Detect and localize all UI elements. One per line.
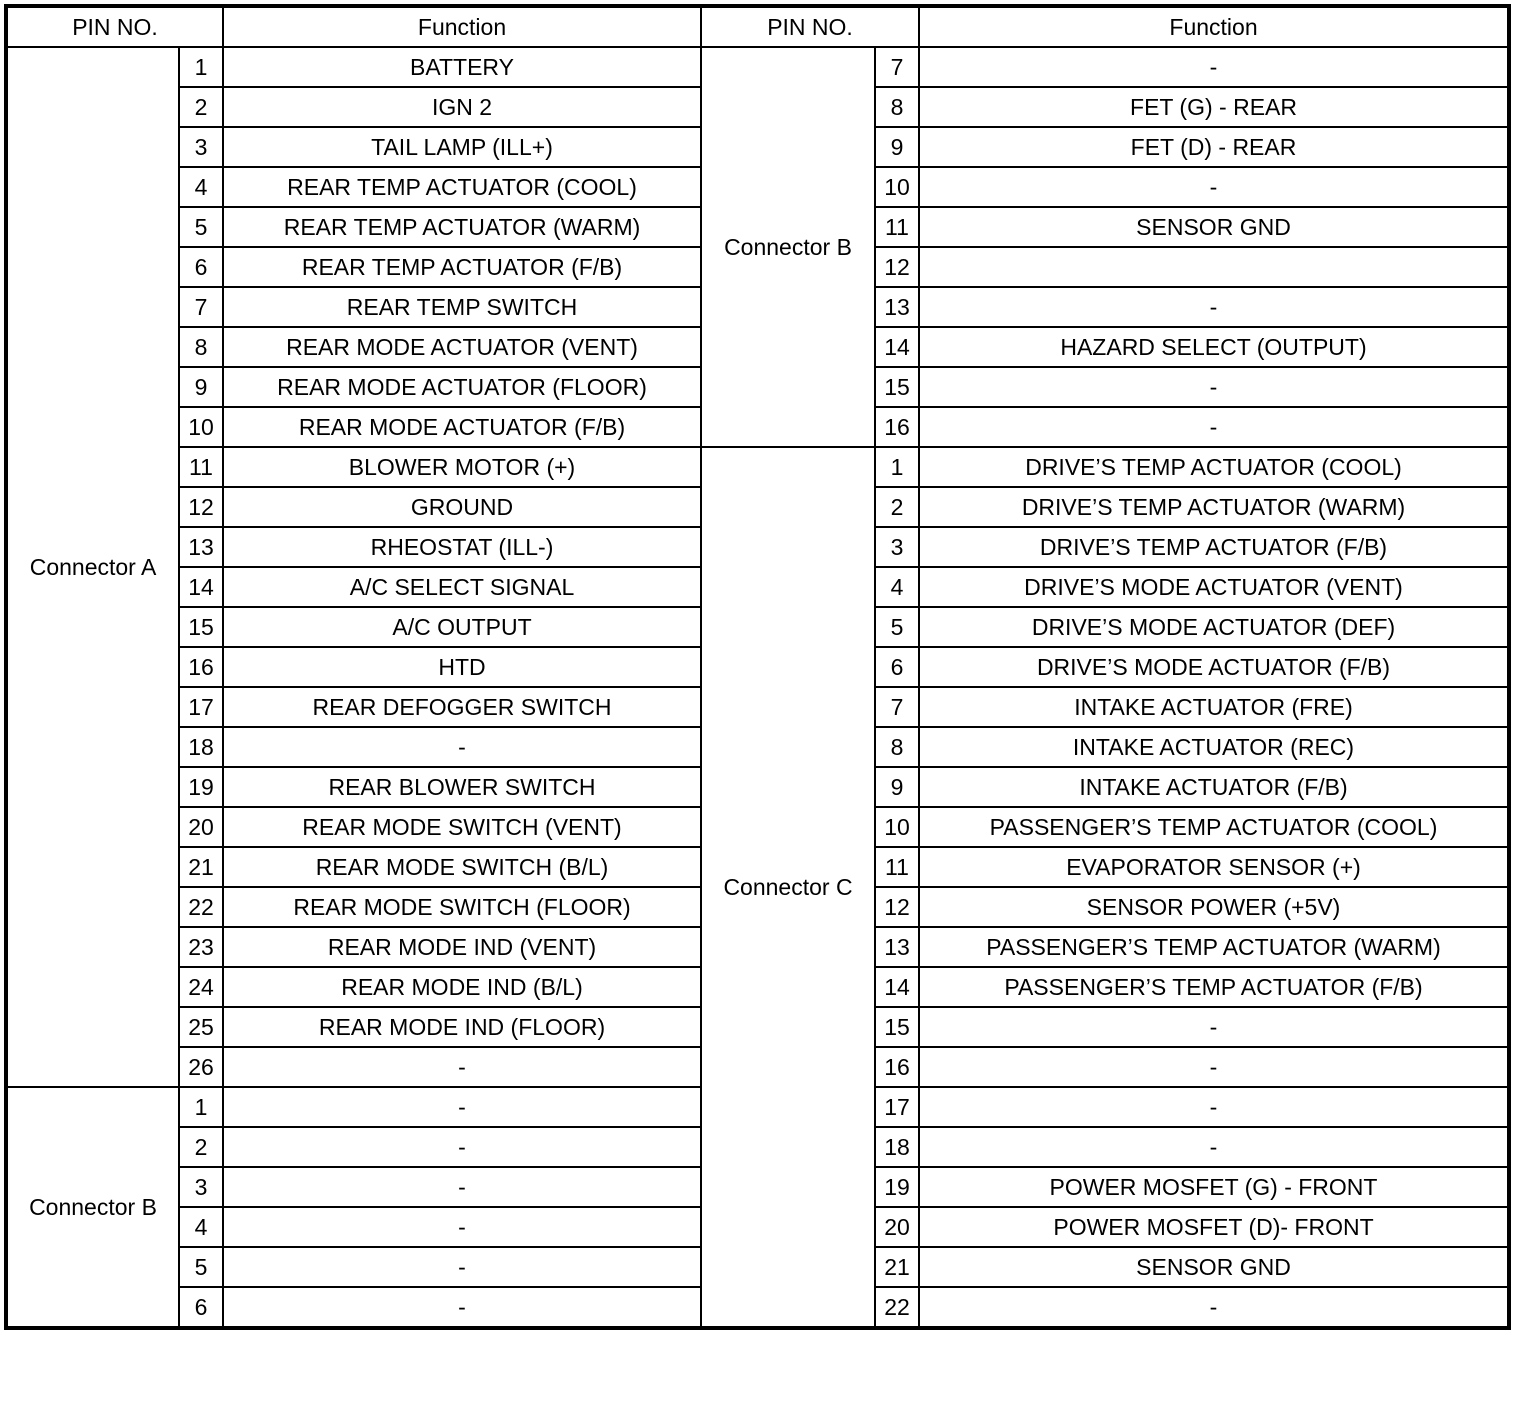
pin-function-left: BATTERY [223, 47, 701, 87]
pin-number-left: 14 [179, 567, 223, 607]
pin-number-right: 4 [875, 567, 919, 607]
pin-number-left: 16 [179, 647, 223, 687]
pin-function-right: - [919, 367, 1508, 407]
pin-function-left: BLOWER MOTOR (+) [223, 447, 701, 487]
pin-number-left: 18 [179, 727, 223, 767]
pin-function-right: PASSENGER’S TEMP ACTUATOR (WARM) [919, 927, 1508, 967]
pin-number-right: 8 [875, 727, 919, 767]
pin-function-left: A/C SELECT SIGNAL [223, 567, 701, 607]
pin-function-left: REAR MODE IND (FLOOR) [223, 1007, 701, 1047]
pin-number-right: 12 [875, 247, 919, 287]
pin-number-left: 6 [179, 247, 223, 287]
pin-function-right: - [919, 1287, 1508, 1327]
pin-number-right: 20 [875, 1207, 919, 1247]
pin-function-right: SENSOR POWER (+5V) [919, 887, 1508, 927]
pin-number-left: 5 [179, 1247, 223, 1287]
pin-number-right: 18 [875, 1127, 919, 1167]
pin-function-right: DRIVE’S TEMP ACTUATOR (F/B) [919, 527, 1508, 567]
pin-function-right: - [919, 47, 1508, 87]
pin-function-right [919, 247, 1508, 287]
pin-number-left: 4 [179, 1207, 223, 1247]
pin-number-left: 1 [179, 1087, 223, 1127]
pin-number-left: 2 [179, 87, 223, 127]
connector-label-right: Connector C [701, 447, 875, 1327]
pin-number-left: 1 [179, 47, 223, 87]
pin-number-right: 11 [875, 847, 919, 887]
pin-function-left: REAR TEMP SWITCH [223, 287, 701, 327]
pin-function-left: REAR MODE SWITCH (FLOOR) [223, 887, 701, 927]
pin-function-right: DRIVE’S TEMP ACTUATOR (WARM) [919, 487, 1508, 527]
pin-number-right: 8 [875, 87, 919, 127]
pin-function-right: DRIVE’S TEMP ACTUATOR (COOL) [919, 447, 1508, 487]
pin-number-left: 6 [179, 1287, 223, 1327]
pin-function-right: DRIVE’S MODE ACTUATOR (F/B) [919, 647, 1508, 687]
pin-number-right: 3 [875, 527, 919, 567]
pin-number-right: 10 [875, 807, 919, 847]
pin-number-right: 15 [875, 367, 919, 407]
pin-number-left: 17 [179, 687, 223, 727]
pin-number-left: 4 [179, 167, 223, 207]
pin-number-left: 2 [179, 1127, 223, 1167]
pin-number-right: 9 [875, 767, 919, 807]
connector-label-right: Connector B [701, 47, 875, 447]
pin-number-left: 21 [179, 847, 223, 887]
pin-function-right: INTAKE ACTUATOR (FRE) [919, 687, 1508, 727]
pin-function-left: REAR BLOWER SWITCH [223, 767, 701, 807]
pin-number-left: 23 [179, 927, 223, 967]
pin-number-right: 5 [875, 607, 919, 647]
header-function-right: Function [919, 7, 1508, 47]
pin-function-right: - [919, 407, 1508, 447]
pin-function-right: INTAKE ACTUATOR (F/B) [919, 767, 1508, 807]
header-pin-no-right: PIN NO. [701, 7, 919, 47]
pin-function-left: - [223, 1247, 701, 1287]
pin-function-left: REAR DEFOGGER SWITCH [223, 687, 701, 727]
pin-function-right: SENSOR GND [919, 1247, 1508, 1287]
pin-number-left: 13 [179, 527, 223, 567]
pin-function-right: POWER MOSFET (D)- FRONT [919, 1207, 1508, 1247]
pin-number-right: 12 [875, 887, 919, 927]
pin-number-right: 19 [875, 1167, 919, 1207]
pin-number-right: 7 [875, 687, 919, 727]
pin-number-right: 6 [875, 647, 919, 687]
pin-function-right: DRIVE’S MODE ACTUATOR (VENT) [919, 567, 1508, 607]
pin-function-right: SENSOR GND [919, 207, 1508, 247]
pin-number-right: 13 [875, 927, 919, 967]
pin-number-right: 10 [875, 167, 919, 207]
pin-number-left: 5 [179, 207, 223, 247]
pin-number-left: 20 [179, 807, 223, 847]
pin-number-left: 11 [179, 447, 223, 487]
pin-number-left: 25 [179, 1007, 223, 1047]
pin-function-right: - [919, 287, 1508, 327]
pin-number-left: 3 [179, 1167, 223, 1207]
pin-number-right: 22 [875, 1287, 919, 1327]
pin-number-right: 13 [875, 287, 919, 327]
pin-number-right: 9 [875, 127, 919, 167]
pin-number-left: 26 [179, 1047, 223, 1087]
pin-function-left: IGN 2 [223, 87, 701, 127]
pin-function-right: - [919, 1087, 1508, 1127]
pin-function-right: DRIVE’S MODE ACTUATOR (DEF) [919, 607, 1508, 647]
pin-function-left: - [223, 1087, 701, 1127]
pin-number-right: 14 [875, 327, 919, 367]
pin-function-left: REAR MODE ACTUATOR (VENT) [223, 327, 701, 367]
pin-function-left: - [223, 1167, 701, 1207]
pin-function-right: - [919, 1127, 1508, 1167]
pin-function-left: - [223, 727, 701, 767]
pin-function-right: FET (D) - REAR [919, 127, 1508, 167]
pin-function-right: - [919, 167, 1508, 207]
connector-label-left: Connector A [7, 47, 179, 1087]
header-pin-no-left: PIN NO. [7, 7, 223, 47]
pin-number-left: 10 [179, 407, 223, 447]
table-row [7, 447, 1508, 487]
pin-number-left: 7 [179, 287, 223, 327]
pin-function-right: PASSENGER’S TEMP ACTUATOR (F/B) [919, 967, 1508, 1007]
pin-function-table [6, 6, 1509, 1328]
table-row [7, 47, 1508, 87]
pin-function-left: REAR MODE IND (VENT) [223, 927, 701, 967]
pin-function-right: HAZARD SELECT (OUTPUT) [919, 327, 1508, 367]
pin-number-left: 24 [179, 967, 223, 1007]
pin-number-right: 16 [875, 407, 919, 447]
pin-number-left: 22 [179, 887, 223, 927]
pin-function-right: POWER MOSFET (G) - FRONT [919, 1167, 1508, 1207]
pin-number-right: 15 [875, 1007, 919, 1047]
pin-function-left: REAR MODE ACTUATOR (F/B) [223, 407, 701, 447]
pin-function-left: HTD [223, 647, 701, 687]
connector-label-left: Connector B [7, 1087, 179, 1327]
pin-function-right: INTAKE ACTUATOR (REC) [919, 727, 1508, 767]
pin-number-right: 1 [875, 447, 919, 487]
pin-function-left: REAR MODE SWITCH (VENT) [223, 807, 701, 847]
table-body [7, 47, 1508, 1327]
pin-function-left: REAR TEMP ACTUATOR (F/B) [223, 247, 701, 287]
pin-function-left: REAR TEMP ACTUATOR (COOL) [223, 167, 701, 207]
pin-function-right: PASSENGER’S TEMP ACTUATOR (COOL) [919, 807, 1508, 847]
pin-number-right: 17 [875, 1087, 919, 1127]
pin-function-left: REAR MODE IND (B/L) [223, 967, 701, 1007]
pin-function-left: REAR TEMP ACTUATOR (WARM) [223, 207, 701, 247]
pin-function-left: - [223, 1207, 701, 1247]
pin-number-left: 12 [179, 487, 223, 527]
pin-function-left: REAR MODE ACTUATOR (FLOOR) [223, 367, 701, 407]
pin-number-left: 9 [179, 367, 223, 407]
pin-function-left: - [223, 1127, 701, 1167]
pin-function-left: - [223, 1047, 701, 1087]
pin-number-right: 11 [875, 207, 919, 247]
header-function-left: Function [223, 7, 701, 47]
pin-number-left: 3 [179, 127, 223, 167]
pin-function-left: A/C OUTPUT [223, 607, 701, 647]
pin-function-left: GROUND [223, 487, 701, 527]
pin-function-left: RHEOSTAT (ILL-) [223, 527, 701, 567]
pin-number-right: 16 [875, 1047, 919, 1087]
pin-function-left: - [223, 1287, 701, 1327]
pin-function-right: - [919, 1007, 1508, 1047]
pin-number-right: 21 [875, 1247, 919, 1287]
pin-function-right: EVAPORATOR SENSOR (+) [919, 847, 1508, 887]
pin-number-left: 19 [179, 767, 223, 807]
pin-number-left: 8 [179, 327, 223, 367]
pin-number-left: 15 [179, 607, 223, 647]
pin-number-right: 2 [875, 487, 919, 527]
pin-function-left: REAR MODE SWITCH (B/L) [223, 847, 701, 887]
pin-function-left: TAIL LAMP (ILL+) [223, 127, 701, 167]
pin-number-right: 14 [875, 967, 919, 1007]
pin-number-right: 7 [875, 47, 919, 87]
header-row [7, 7, 1508, 47]
pin-function-right: FET (G) - REAR [919, 87, 1508, 127]
pin-function-right: - [919, 1047, 1508, 1087]
